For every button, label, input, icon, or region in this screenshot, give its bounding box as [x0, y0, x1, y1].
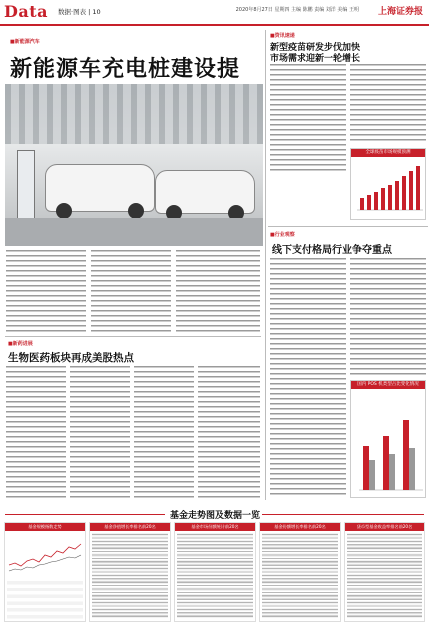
left-bottom-title: 生物医药板块再成美股热点	[8, 352, 134, 364]
column-divider	[265, 30, 266, 500]
fund-band-title: 基金走势图及数据一览	[170, 511, 261, 521]
fund-table-4	[259, 522, 341, 622]
section-logo: Data	[4, 2, 48, 21]
date-line: 2020年8月27日 星期四 主编 陈鹏 责编 刘洋 美编 王明	[235, 7, 359, 13]
right-section-rule	[268, 226, 428, 227]
photo-building	[5, 84, 263, 144]
pos-chart-title: 国内 POS 机类型占比变化情况	[351, 381, 425, 389]
newspaper-name: 上海证券报	[377, 7, 423, 17]
right-top-tag: ■资讯速递	[270, 33, 295, 39]
fund-index-line-chart	[7, 535, 85, 579]
left-bottom-body-col1	[6, 366, 66, 498]
lead-body-col3	[176, 250, 260, 332]
vaccine-chart	[350, 148, 426, 220]
vaccine-chart-title: 全球疫苗市场规模预测	[351, 149, 425, 157]
right-top-body-col2	[350, 64, 426, 144]
right-top-title-2: 市场需求迎新一轮增长	[270, 54, 361, 64]
lead-body-col1	[6, 250, 86, 332]
right-mid-body-col1	[270, 258, 346, 498]
left-bottom-tag: ■新药进展	[8, 341, 33, 347]
right-mid-title: 线下支付格局行业争夺重点	[272, 245, 392, 256]
left-bottom-body-col4	[198, 366, 260, 498]
left-bottom-body-col3	[134, 366, 194, 498]
fund-table-title: 基金净值增长率排名前20名	[90, 523, 170, 531]
fund-table-3	[174, 522, 256, 622]
fund-table-2	[89, 522, 171, 622]
lead-photo	[5, 84, 263, 246]
right-mid-body-col2	[350, 258, 426, 376]
pos-chart-bars	[351, 390, 427, 498]
section-label: 数据·图表 | 10	[58, 8, 101, 16]
fund-table-title: 基金份额增长率排名前20名	[260, 523, 340, 531]
lead-body-col2	[91, 250, 171, 332]
fund-table-1	[4, 522, 86, 622]
fund-band	[0, 506, 429, 520]
lead-title: 新能源车充电桩建设提	[10, 56, 241, 82]
left-section-rule	[5, 336, 261, 337]
fund-table-title: 基金市场份额统计前20名	[175, 523, 255, 531]
photo-car	[155, 170, 255, 214]
left-bottom-body-col2	[70, 366, 130, 498]
page-header	[0, 0, 429, 26]
fund-table-title: 货币型基金收益率排名前20名	[345, 523, 424, 531]
vaccine-chart-bars	[351, 158, 427, 220]
right-top-body-col1	[270, 64, 346, 174]
right-top-title-1: 新型疫苗研发步伐加快	[270, 43, 361, 53]
lead-tag: ■新能源汽车	[10, 39, 40, 45]
pos-chart	[350, 380, 426, 498]
photo-car	[45, 164, 155, 212]
fund-table-5	[344, 522, 425, 622]
fund-table-title: 基金规模指数走势	[5, 523, 85, 531]
right-mid-tag: ■行业观察	[270, 232, 295, 238]
